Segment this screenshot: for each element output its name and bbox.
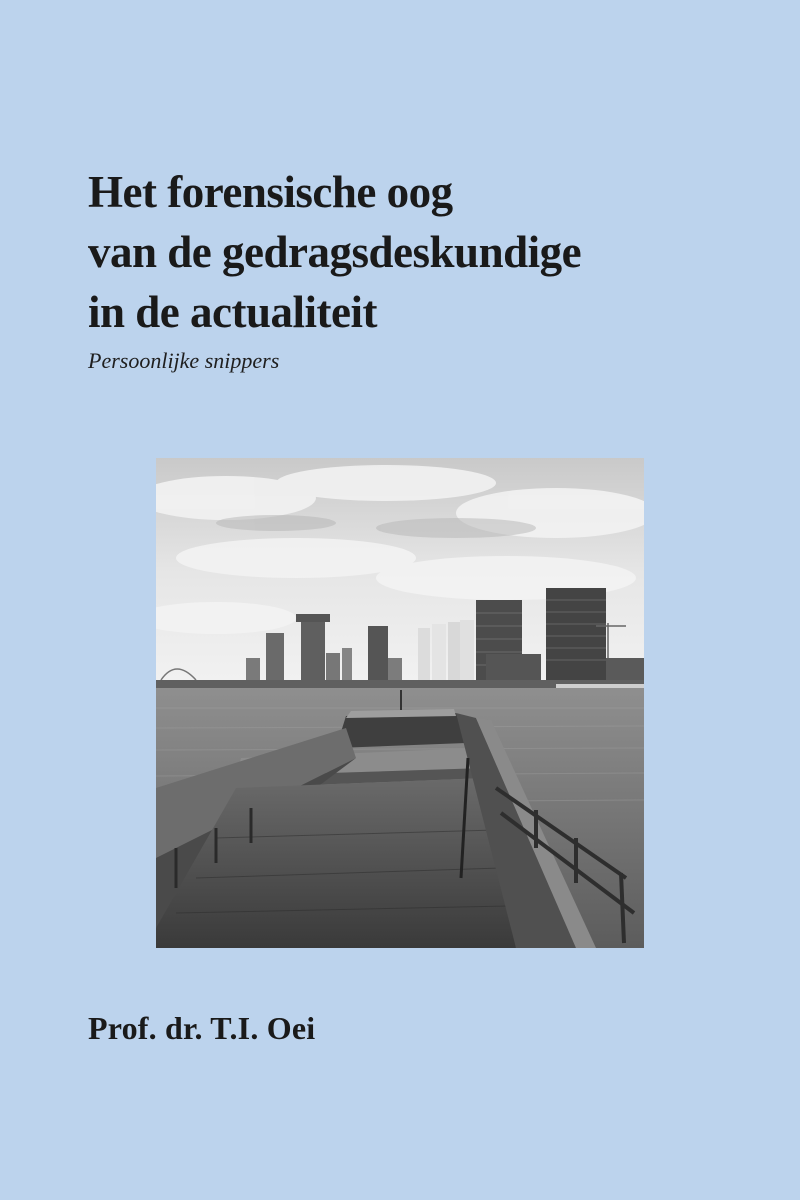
title-line-2: van de gedragsdeskundige xyxy=(88,227,582,277)
cover-photo-barge-skyline xyxy=(156,458,644,948)
title-line-1: Het forensische oog xyxy=(88,167,453,217)
title-line-3: in de actualiteit xyxy=(88,287,377,337)
book-subtitle: Persoonlijke snippers xyxy=(88,348,280,373)
author-name: Prof. dr. T.I. Oei xyxy=(88,1010,316,1046)
book-title xyxy=(88,162,728,342)
photo-illustration xyxy=(156,458,644,948)
